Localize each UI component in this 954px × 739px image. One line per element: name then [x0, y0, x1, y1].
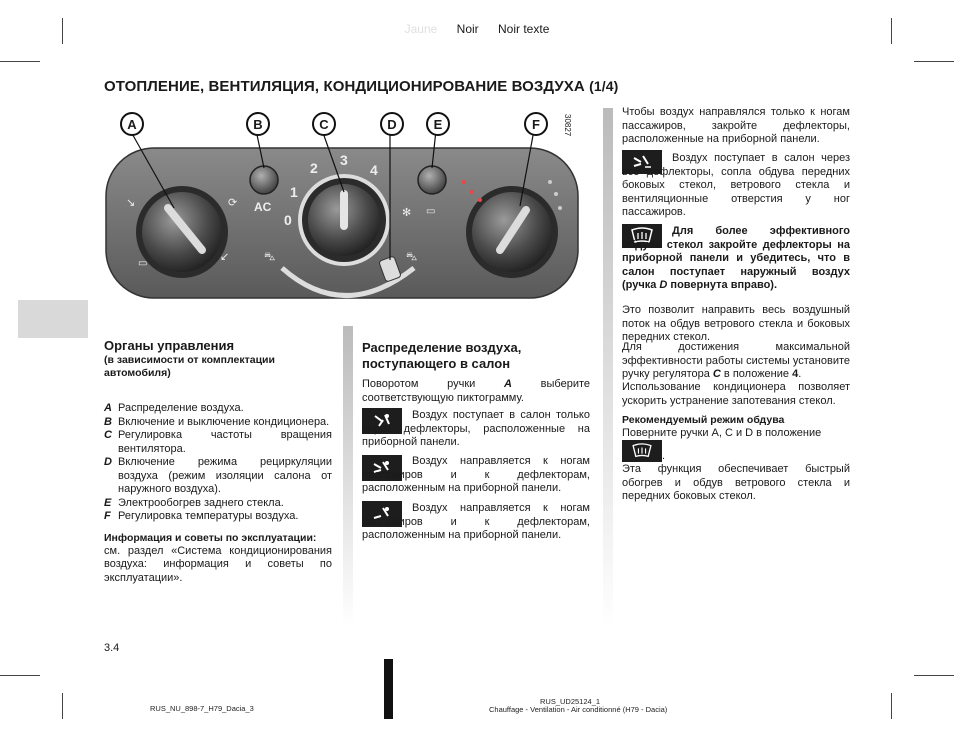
controls-heading: Органы управления: [104, 338, 235, 353]
col3-item-2-text: Для более эффективного обдува стекол закройте дефлекторы на приборной панели и убедитесь, что в салон поступает наружный воздух (ручка D повернута вправо).: [622, 225, 850, 291]
air-distribution-intro: Поворотом ручки A выберите соответствующую пиктограмму.: [362, 378, 590, 404]
legend-item: B Включение и выключение кондиционера.: [104, 415, 330, 428]
controls-subheading: (в зависимости от комплектации автомобиля): [104, 354, 275, 379]
figure-label-b: B: [246, 112, 270, 136]
footer-right-code: RUS_UD25124_1: [540, 697, 601, 706]
speed-4: 4: [370, 162, 378, 178]
col3-paragraph-3: Для достижения максимальной эффективности работы системы установите ручку регулятора C в положение 4.: [622, 341, 850, 380]
col3-item-1-text: Воздух поступает в салон через все дефлекторы, сопла обдува передних боковых стекол, ветрового стекла и вентиляционные отверстия у ног пассажиров.: [622, 152, 850, 218]
crop-mark: [0, 61, 40, 62]
footer-left-code: RUS_NU_898-7_H79_Dacia_3: [150, 704, 254, 713]
legend-item: D Включение режима рециркуляции воздуха (режим изоляции салона от наружного воздуха).: [104, 456, 332, 495]
air-item-1-text: Воздух поступает в салон только через дефлекторы, расположенные на приборной панели.: [362, 409, 590, 448]
svg-text:↘: ↘: [126, 196, 136, 209]
recommended-mode-text: Поверните ручки A, C и D в положение: [622, 427, 822, 439]
figure-label-c: C: [312, 112, 336, 136]
svg-text:▭: ▭: [138, 258, 148, 269]
control-panel-illustration: [104, 108, 594, 318]
crop-mark: [891, 693, 892, 719]
svg-text:⛍: ⛍: [406, 250, 418, 263]
legend-item: A Распределение воздуха.: [104, 402, 244, 414]
air-distribution-section: [362, 340, 590, 405]
page-number: 3.4: [104, 642, 120, 654]
crop-mark: [914, 675, 954, 676]
column-divider: [343, 326, 353, 626]
crop-mark: [0, 675, 40, 676]
legend-item: F Регулировка температуры воздуха.: [104, 510, 299, 522]
footer-right-desc: Chauffage - Ventilation - Air conditionné (H79 - Dacia): [489, 705, 668, 714]
air-item-3-text: Воздух направляется к ногам пассажиров и к дефлекторам, расположенным на приборной панели.: [362, 502, 590, 541]
figure-label-a: A: [120, 112, 144, 136]
color-separation-tabs: [0, 22, 954, 36]
col3-paragraph-2: Это позволит направить весь воздушный поток на обдув ветрового стекла и боковых передних стекол.: [622, 304, 850, 343]
crop-mark: [62, 693, 63, 719]
controls-legend: [104, 402, 332, 524]
page-title-part: (1/4): [589, 78, 619, 94]
recommended-mode-period: .: [662, 450, 666, 462]
info-text: см. раздел «Система кондиционирования воздуха: информация и советы по эксплуатации».: [104, 544, 332, 584]
figure-label-e: E: [426, 112, 450, 136]
tab-noir-texte: Noir texte: [498, 22, 550, 36]
tab-noir: Noir: [456, 22, 479, 36]
speed-2: 2: [310, 160, 318, 176]
speed-0: 0: [284, 212, 292, 228]
info-heading: Информация и советы по эксплуатации:: [104, 531, 317, 544]
ac-label: AC: [254, 200, 272, 214]
page-title-text: ОТОПЛЕНИЕ, ВЕНТИЛЯЦИЯ, КОНДИЦИОНИРОВАНИЕ ВОЗДУХА: [104, 78, 585, 95]
speed-1: 1: [290, 184, 298, 200]
col3-paragraph-1: Чтобы воздух направлялся только к ногам пассажиров, закройте дефлекторы, расположенные на приборной панели.: [622, 106, 850, 145]
col3-paragraph-5: Эта функция обеспечивает быстрый обогрев и обдув ветрового стекла и передних боковых стекол.: [622, 463, 850, 502]
svg-text:↙: ↙: [220, 250, 230, 263]
windshield-defrost-icon: [622, 440, 662, 462]
control-panel-figure: [104, 108, 594, 318]
air-distribution-heading: Распределение воздуха, поступающего в салон: [362, 340, 522, 371]
speed-3: 3: [340, 152, 348, 168]
air-item-2-text: Воздух направляется к ногам пассажиров и к дефлекторам, расположенным на приборной панели.: [362, 455, 590, 494]
page-title: [104, 78, 618, 95]
col3-paragraph-4: Использование кондиционера позволяет ускорить устранение запотевания стекол.: [622, 381, 850, 407]
recommended-mode-heading: Рекомендуемый режим обдува: [622, 414, 785, 426]
column-divider: [603, 108, 613, 628]
figure-label-d: D: [380, 112, 404, 136]
svg-text:⛍: ⛍: [264, 250, 276, 263]
legend-item: C Регулировка частоты вращения вентилятора.: [104, 429, 332, 455]
tab-jaune: Jaune: [404, 22, 438, 36]
binding-mark: [384, 659, 393, 719]
figure-label-f: F: [524, 112, 548, 136]
svg-text:✻: ✻: [402, 206, 412, 219]
figure-code: 30827: [563, 114, 572, 137]
crop-mark: [914, 61, 954, 62]
svg-text:⟳: ⟳: [228, 196, 238, 209]
controls-section: [104, 338, 332, 585]
section-tab-marker: [18, 300, 88, 338]
legend-item: E Электрообогрев заднего стекла.: [104, 496, 284, 509]
svg-text:▭: ▭: [426, 206, 436, 217]
